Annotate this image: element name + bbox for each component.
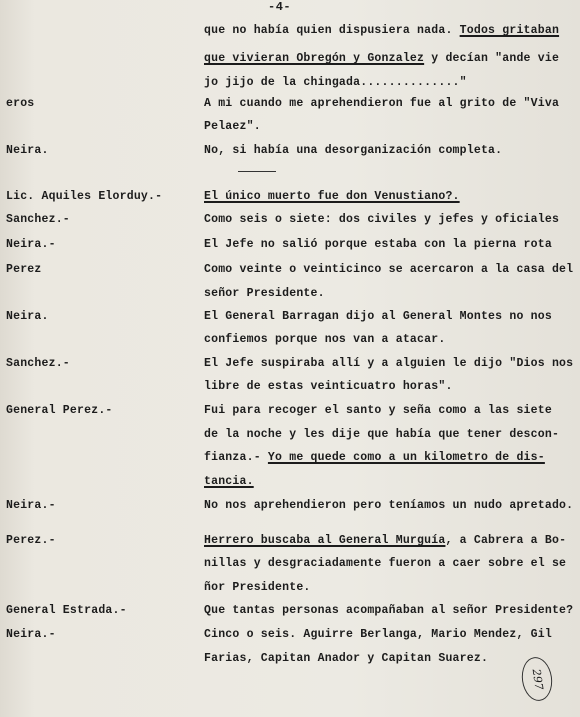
line-text: fianza.- <box>204 451 268 464</box>
speaker-label: Sanchez.- <box>6 357 70 370</box>
line-text: Cinco o seis. Aguirre Berlanga, Mario Mendez, Gil <box>204 628 552 641</box>
speaker-label: Perez <box>6 263 42 276</box>
line-text: Fui para recoger el santo y seña como a las siete <box>204 404 552 417</box>
transcript-line <box>204 581 576 594</box>
archive-stamp-number: 297 <box>529 667 545 691</box>
line-text: Como seis o siete: dos civiles y jefes y oficiales <box>204 213 560 226</box>
transcript-line <box>204 534 576 547</box>
transcript-line <box>204 263 576 276</box>
line-text: No, si había una desorganización completa. <box>204 144 503 157</box>
line-text: y decían "ande vie <box>424 52 560 65</box>
line-text: Pelaez". <box>204 120 261 133</box>
line-text: El General Barragan dijo al General Montes no nos <box>204 310 552 323</box>
line-text: de la noche y les dije que había que tener descon- <box>204 428 560 441</box>
transcript-line <box>204 380 576 393</box>
section-divider <box>238 171 276 172</box>
transcript-line <box>204 475 576 488</box>
speaker-label: General Perez.- <box>6 404 113 417</box>
speaker-label: Perez.- <box>6 534 56 547</box>
transcript-line <box>204 652 576 665</box>
transcript-line <box>204 404 576 417</box>
speaker-label: eros <box>6 97 35 110</box>
page-number: -4- <box>268 0 292 14</box>
transcript-line <box>204 557 576 570</box>
line-text: , a Cabrera a Bo- <box>445 534 567 547</box>
transcript-line <box>204 451 576 464</box>
speaker-label: Sanchez.- <box>6 213 70 226</box>
transcript-line <box>204 97 576 110</box>
underlined-text: que vivieran Obregón y Gonzalez <box>204 52 425 65</box>
transcript-line <box>204 357 576 370</box>
transcript-line <box>204 333 576 346</box>
underlined-text: Herrero buscaba al General Murguía <box>204 534 446 547</box>
speaker-label: General Estrada.- <box>6 604 127 617</box>
transcript-line <box>204 24 576 37</box>
transcript-line <box>204 213 576 226</box>
transcript-line <box>204 628 576 641</box>
line-text: que no había quien dispusiera nada. <box>204 24 460 37</box>
line-text: Como veinte o veinticinco se acercaron a la casa del <box>204 263 574 276</box>
speaker-label: Lic. Aquiles Elorduy.- <box>6 190 163 203</box>
line-text: jo jijo de la chingada.............." <box>204 76 467 89</box>
speaker-label: Neira. <box>6 310 49 323</box>
line-text: El Jefe no salió porque estaba con la pierna rota <box>204 238 552 251</box>
line-text: No nos aprehendieron pero teníamos un nudo apretado. <box>204 499 574 512</box>
transcript-line <box>204 76 576 89</box>
line-text: Farias, Capitan Anador y Capitan Suarez. <box>204 652 489 665</box>
line-text: libre de estas veinticuatro horas". <box>204 380 453 393</box>
line-text: señor Presidente. <box>204 287 325 300</box>
line-text: ñor Presidente. <box>204 581 311 594</box>
underlined-text: Todos gritaban <box>459 24 560 37</box>
line-text: Que tantas personas acompañaban al señor Presidente? <box>204 604 574 617</box>
line-text: confiemos porque nos van a atacar. <box>204 333 446 346</box>
transcript-line <box>204 604 576 617</box>
transcript-line <box>204 310 576 323</box>
underlined-text: tancia. <box>204 475 254 488</box>
line-text: El Jefe suspiraba allí y a alguien le dijo "Dios nos <box>204 357 574 370</box>
speaker-label: Neira. <box>6 144 49 157</box>
transcript-line <box>204 144 576 157</box>
transcript-line <box>204 120 576 133</box>
transcript-line <box>204 52 576 65</box>
speaker-label: Neira.- <box>6 499 56 512</box>
speaker-label: Neira.- <box>6 628 56 641</box>
line-text: nillas y desgraciadamente fueron a caer sobre el se <box>204 557 567 570</box>
underlined-text: El único muerto fue don Venustiano?. <box>204 190 460 203</box>
transcript-line <box>204 499 576 512</box>
transcript-line <box>204 238 576 251</box>
speaker-label: Neira.- <box>6 238 56 251</box>
transcript-line <box>204 428 576 441</box>
line-text: A mi cuando me aprehendieron fue al grito de "Viva <box>204 97 560 110</box>
transcript-line <box>204 287 576 300</box>
transcript-line <box>204 190 576 203</box>
underlined-text: Yo me quede como a un kilometro de dis- <box>267 451 545 464</box>
